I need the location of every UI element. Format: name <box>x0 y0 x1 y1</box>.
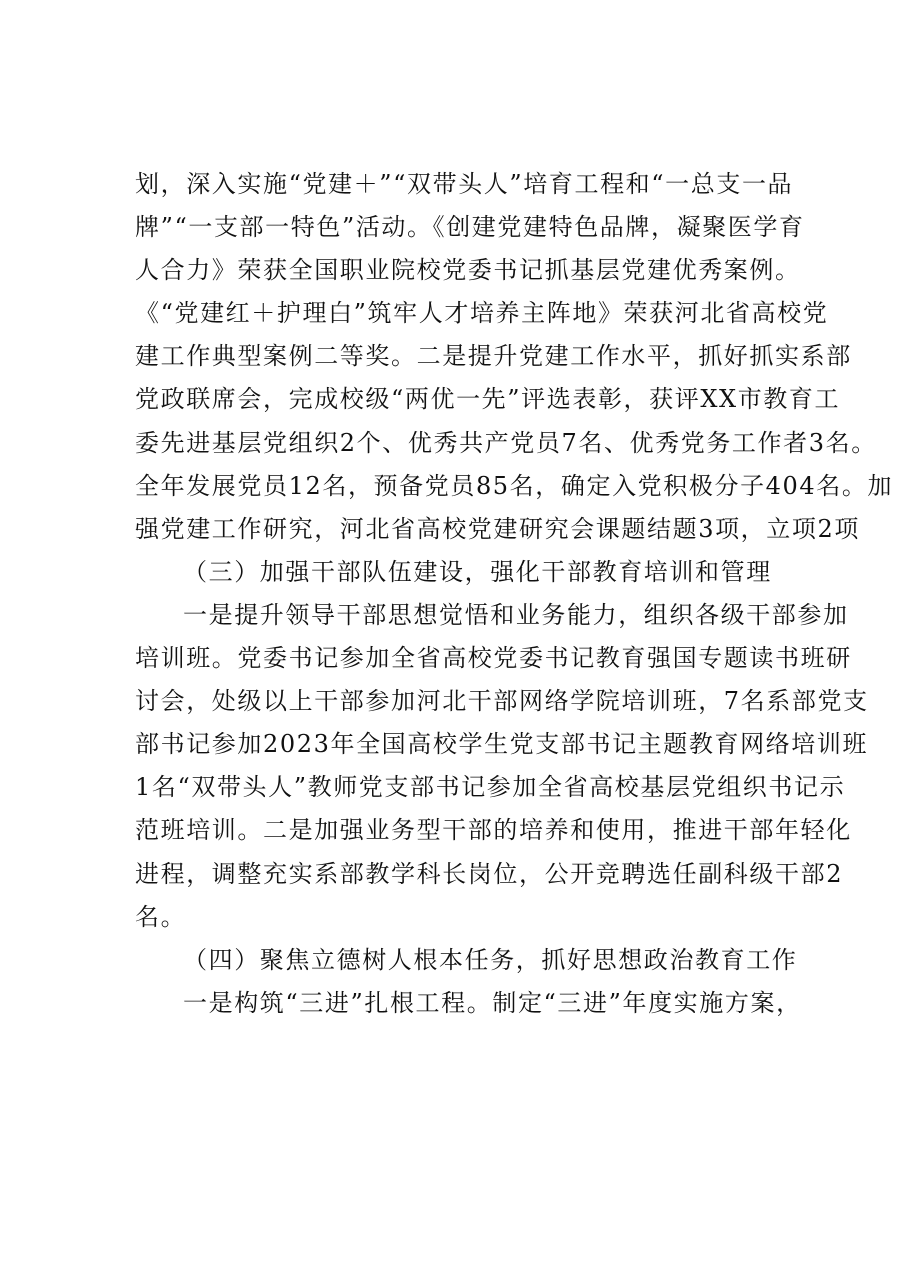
paragraph-line: 建工作典型案例二等奖。二是提升党建工作水平，抓好抓实系部 <box>135 342 852 371</box>
paragraph-line: 划，深入实施“党建＋”“双带头人”培育工程和“一总支一品 <box>135 170 794 198</box>
paragraph-line: 讨会，处级以上干部参加河北干部网络学院培训班，7名系部党支 <box>135 687 869 716</box>
paragraph-line: 《“党建红＋护理白”筑牢人才培养主阵地》荣获河北省高校党 <box>135 299 829 328</box>
paragraph-line: 1名“双带头人”教师党支部书记参加全省高校基层党组织书记示 <box>135 773 846 802</box>
paragraph-line: 委先进基层党组织2个、优秀共产党员7名、优秀党务工作者3名。 <box>135 428 877 457</box>
paragraph-line: 部书记参加2023年全国高校学生党支部书记主题教育网络培训班 <box>135 730 869 759</box>
paragraph-line: 全年发展党员12名，预备党员85名，确定入党积极分子404名。加 <box>135 471 894 500</box>
paragraph-line: 强党建工作研究，河北省高校党建研究会课题结题3项，立项2项 <box>135 514 860 543</box>
section-heading: （四）聚焦立德树人根本任务，抓好思想政治教育工作 <box>183 945 798 974</box>
paragraph-line: 培训班。党委书记参加全省高校党委书记教育强国专题读书班研 <box>135 644 852 673</box>
paragraph-line: 一是提升领导干部思想觉悟和业务能力，组织各级干部参加 <box>183 600 849 629</box>
paragraph-line: 进程，调整充实系部教学科长岗位，公开竞聘选任副科级干部2 <box>135 859 844 888</box>
paragraph-line: 一是构筑“三进”扎根工程。制定“三进”年度实施方案， <box>183 988 802 1017</box>
paragraph-line: 人合力》荣获全国职业院校党委书记抓基层党建优秀案例。 <box>135 256 801 285</box>
paragraph-line: 范班培训。二是加强业务型干部的培养和使用，推进干部年轻化 <box>135 816 852 845</box>
paragraph-line: 党政联席会，完成校级“两优一先”评选表彰，获评XX市教育工 <box>135 385 841 414</box>
paragraph-line: 名。 <box>135 902 187 931</box>
document-body <box>135 163 894 1025</box>
section-heading: （三）加强干部队伍建设，强化干部教育培训和管理 <box>183 557 772 586</box>
paragraph-line: 牌”“一支部一特色”活动。《创建党建特色品牌，凝聚医学育 <box>135 213 805 242</box>
